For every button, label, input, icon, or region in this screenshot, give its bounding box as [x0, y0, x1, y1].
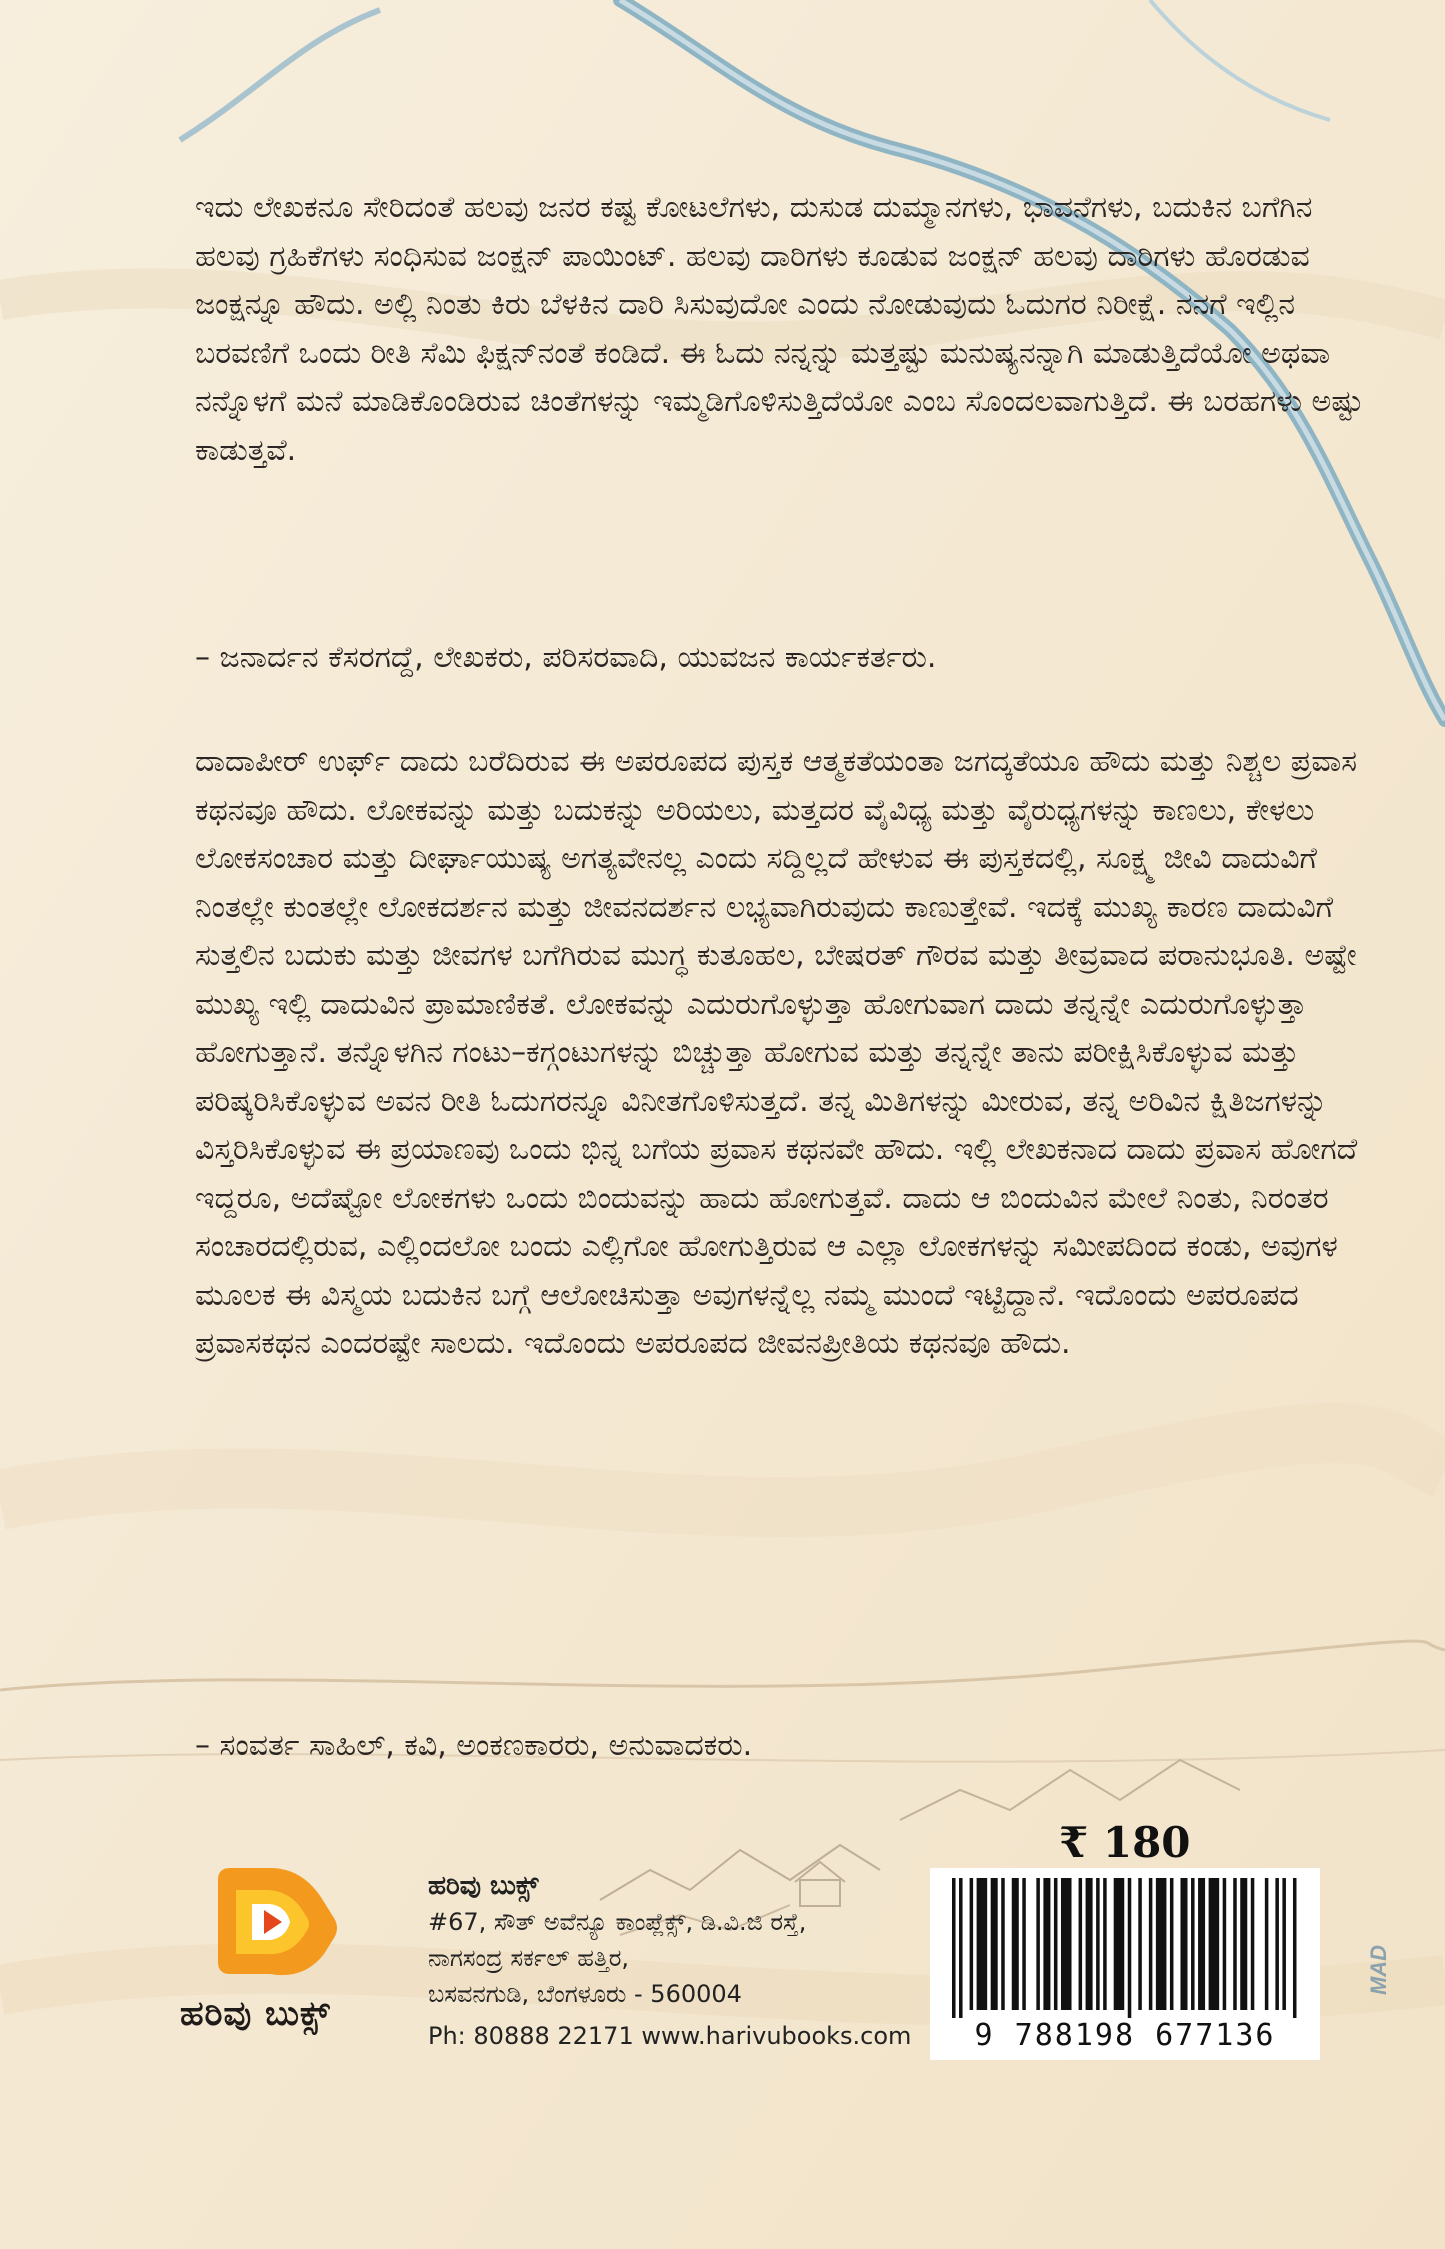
- barcode-bar: [1240, 1878, 1247, 2010]
- barcode-bar: [1103, 1878, 1107, 2010]
- barcode-bar: [1149, 1878, 1153, 2010]
- barcode-bar: [1275, 1878, 1279, 2010]
- price-label: ₹ 180: [1059, 1818, 1191, 1867]
- publisher-address-line-3: ಬಸವನಗುಡಿ, ಬೆಂಗಳೂರು - 560004: [428, 1980, 742, 2008]
- barcode-bar: [1223, 1878, 1227, 2010]
- publisher-name: ಹರಿವು ಬುಕ್ಸ್: [428, 1871, 539, 1901]
- barcode-bar: [952, 1878, 956, 2018]
- barcode-bar: [1054, 1878, 1058, 2010]
- barcode-bar: [1233, 1878, 1237, 2010]
- blurb-paragraph-2: ದಾದಾಪೀರ್ ಉರ್ಫ್ ದಾದು ಬರೆದಿರುವ ಈ ಅಪರೂಪದ ಪುಸ್ತಕ ಆತ್ಮಕತೆಯಂತಾ ಜಗದ್ಕತೆಯೂ ಹೌದು ಮತ್ತು ನಿಶ್ಚಲ ಪ್ರವಾಸ ಕಥನವೂ ಹೌದು. ಲೋಕವನ್ನು ಮತ್ತು ಬದುಕನ್ನು ಅರಿಯಲು, ಮತ್ತದರ ವೈವಿಧ್ಯ ಮತ್ತು ವೈರುಧ್ಯಗಳನ್ನು ಕಾಣಲು, ಕೇಳಲು ಲೋಕಸಂಚಾರ ಮತ್ತು ದೀರ್ಘಾಯುಷ್ಯ ಅಗತ್ಯವೇನಲ್ಲ ಎಂದು ಸದ್ದಿಲ್ಲದೆ ಹೇಳುವ ಈ ಪುಸ್ತಕದಲ್ಲಿ, ಸೂಕ್ಷ್ಮ ಜೀವಿ ದಾದುವಿಗೆ ನಿಂತಲ್ಲೇ ಕುಂತಲ್ಲೇ ಲೋಕದರ್ಶನ ಮತ್ತು ಜೀವನದರ್ಶನ ಲಭ್ಯವಾಗಿರುವುದು ಕಾಣುತ್ತೇವೆ. ಇದಕ್ಕೆ ಮುಖ್ಯ ಕಾರಣ ದಾದುವಿಗೆ ಸುತ್ತಲಿನ ಬದುಕು ಮತ್ತು ಜೀವಗಳ ಬಗೆಗಿರುವ ಮುಗ್ಧ ಕುತೂಹಲ, ಬೇಷರತ್ ಗೌರವ ಮತ್ತು ತೀವ್ರವಾದ ಪರಾನುಭೂತಿ. ಅಷ್ಟೇ ಮುಖ್ಯ ಇಲ್ಲಿ ದಾದುವಿನ ಪ್ರಾಮಾಣಿಕತೆ. ಲೋಕವನ್ನು ಎದುರುಗೊಳ್ಳುತ್ತಾ ಹೋಗುವಾಗ ದಾದು ತನ್ನನ್ನೇ ಎದುರುಗೊಳ್ಳುತ್ತಾ ಹೋಗುತ್ತಾನೆ. ತನ್ನೊಳಗಿನ ಗಂಟು–ಕಗ್ಗಂಟುಗಳನ್ನು ಬಿಚ್ಚುತ್ತಾ ಹೋಗುವ ಮತ್ತು ತನ್ನನ್ನೇ ತಾನು ಪರೀಕ್ಷಿಸಿಕೊಳ್ಳುವ ಮತ್ತು ಪರಿಷ್ಕರಿಸಿಕೊಳ್ಳುವ ಅವನ ರೀತಿ ಓದುಗರನ್ನೂ ವಿನೀತಗೊಳಿಸುತ್ತದೆ. ತನ್ನ ಮಿತಿಗಳನ್ನು ಮೀರುವ, ತನ್ನ ಅರಿವಿನ ಕ್ಷಿತಿಜಗಳನ್ನು ವಿಸ್ತರಿಸಿಕೊಳ್ಳುವ ಈ ಪ್ರಯಾಣವು ಒಂದು ಭಿನ್ನ ಬಗೆಯ ಪ್ರವಾಸ ಕಥನವೇ ಹೌದು. ಇಲ್ಲಿ ಲೇಖಕನಾದ ದಾದು ಪ್ರವಾಸ ಹೋಗದೆ ಇದ್ದರೂ, ಅದೆಷ್ಟೋ ಲೋಕಗಳು ಒಂದು ಬಿಂದುವನ್ನು ಹಾದು ಹೋಗುತ್ತವೆ. ದಾದು ಆ ಬಿಂದುವಿನ ಮೇಲೆ ನಿಂತು, ನಿರಂತರ ಸಂಚಾರದಲ್ಲಿರುವ, ಎಲ್ಲಿಂದಲೋ ಬಂದು ಎಲ್ಲಿಗೋ ಹೋಗುತ್ತಿರುವ ಆ ಎಲ್ಲಾ ಲೋಕಗಳನ್ನು ಸಮೀಪದಿಂದ ಕಂಡು, ಅವುಗಳ ಮೂಲಕ ಈ ವಿಸ್ಮಯ ಬದುಕಿನ ಬಗ್ಗೆ ಆಲೋಚಿಸುತ್ತಾ ಅವುಗಳನ್ನೆಲ್ಲ ನಮ್ಮ ಮುಂದೆ ಇಟ್ಟಿದ್ದಾನೆ. ಇದೊಂದು ಅಪರೂಪದ ಪ್ರವಾಸಕಥನ ಎಂದರಷ್ಟೇ ಸಾಲದು. ಇದೊಂದು ಅಪರೂಪದ ಜೀವನಪ್ರೀತಿಯ ಕಥನವೂ ಹೌದು.: [195, 744, 1358, 1361]
- publisher-address-line-1: #67, ಸೌತ್ ಅವೆನ್ಯೂ ಕಾಂಪ್ಲೆಕ್ಸ್, ಡಿ.ವಿ.ಜಿ ರಸ್ತೆ,: [428, 1908, 807, 1936]
- barcode-bar: [1138, 1878, 1142, 2010]
- barcode-bar: [977, 1878, 988, 2010]
- barcode-bar: [1012, 1878, 1019, 2010]
- blurb-paragraph-1: ಇದು ಲೇಖಕನೂ ಸೇರಿದಂತೆ ಹಲವು ಜನರ ಕಷ್ಟ ಕೋಟಲೆಗಳು, ದುಸುಡ ದುಮ್ಮಾನಗಳು, ಭಾವನೆಗಳು, ಬದುಕಿನ ಬಗೆಗಿನ ಹಲವು ಗ್ರಹಿಕೆಗಳು ಸಂಧಿಸುವ ಜಂಕ್ಷನ್ ಪಾಯಿಂಟ್. ಹಲವು ದಾರಿಗಳು ಕೂಡುವ ಜಂಕ್ಷನ್ ಹಲವು ದಾರಿಗಳು ಹೊರಡುವ ಜಂಕ್ಷನ್ನೂ ಹೌದು. ಅಲ್ಲಿ ನಿಂತು ಕಿರು ಬೆಳಕಿನ ದಾರಿ ಸಿಸುವುದೋ ಎಂದು ನೋಡುವುದು ಓದುಗರ ನಿರೀಕ್ಷೆ. ನನಗೆ ಇಲ್ಲಿನ ಬರವಣಿಗೆ ಒಂದು ರೀತಿ ಸೆಮಿ ಫಿಕ್ಷನ್‌ನಂತೆ ಕಂಡಿದೆ. ಈ ಓದು ನನ್ನನ್ನು ಮತ್ತಷ್ಟು ಮನುಷ್ಯನನ್ನಾಗಿ ಮಾಡುತ್ತಿದೆಯೋ ಅಥವಾ ನನ್ನೊಳಗೆ ಮನೆ ಮಾಡಿಕೊಂಡಿರುವ ಚಿಂತೆಗಳನ್ನು ಇಮ್ಮಡಿಗೊಳಿಸುತ್ತಿದೆಯೋ ಎಂಬ ಸೊಂದಲವಾಗುತ್ತಿದೆ. ಈ ಬರಹಗಳು ಅಷ್ಟು ಕಾಡುತ್ತವೆ.: [195, 190, 1364, 468]
- publisher-logo-icon: [208, 1862, 346, 1980]
- barcode-bar: [1043, 1878, 1050, 2010]
- barcode-bar: [1198, 1878, 1205, 2010]
- barcode-bar: [1156, 1878, 1167, 2010]
- publisher-contact: Ph: 80888 22171 www.harivubooks.com: [428, 2022, 912, 2050]
- barcode-bar: [1128, 1878, 1132, 2018]
- barcode-bar: [1096, 1878, 1100, 2010]
- barcode-bar: [959, 1878, 963, 2018]
- barcode-bar: [1036, 1878, 1040, 2010]
- barcode-bar: [1079, 1878, 1083, 2010]
- publisher-logo-text: ಹರಿವು ಬುಕ್ಸ್: [180, 1994, 331, 2034]
- barcode-bar: [991, 1878, 998, 2010]
- barcode-bar: [1170, 1878, 1174, 2010]
- printer-mark-text: MAD: [1365, 1944, 1391, 1996]
- publisher-address-line-2: ನಾಗಸಂದ್ರ ಸರ್ಕಲ್ ಹತ್ತಿರ,: [428, 1944, 630, 1972]
- printer-mark: [1360, 1930, 1400, 2010]
- barcode-bar: [1061, 1878, 1072, 2010]
- blurb-credit-2: – ಸಂವರ್ತ ಸಾಹಿಲ್, ಕವಿ, ಅಂಕಣಕಾರರು, ಅನುವಾದಕರು.: [195, 1728, 753, 1763]
- barcode-bar: [1180, 1878, 1187, 2010]
- barcode-bar: [1265, 1878, 1269, 2010]
- blurb-credit-1: – ಜನಾರ್ದನ ಕೆಸರಗದ್ದೆ, ಲೇಖಕರು, ಪರಿಸರವಾದಿ, ಯುವಜನ ಕಾರ್ಯಕರ್ತರು.: [195, 640, 937, 675]
- barcode-bar: [1293, 1878, 1297, 2018]
- barcode-bar: [1001, 1878, 1005, 2010]
- barcode-bar: [1114, 1878, 1125, 2010]
- barcode-bar: [1282, 1878, 1286, 2010]
- barcode-bar: [970, 1878, 974, 2010]
- isbn-barcode: [930, 1868, 1320, 2060]
- barcode-bar: [1251, 1878, 1255, 2010]
- publisher-info: [428, 1868, 911, 2054]
- isbn-number: 9 788198 677136: [974, 2018, 1276, 2053]
- barcode-bar: [1022, 1878, 1026, 2010]
- barcode-bar: [1209, 1878, 1220, 2010]
- barcode-bar: [1086, 1878, 1093, 2010]
- barcode-bar: [1191, 1878, 1195, 2010]
- barcode-icon: [952, 1878, 1300, 2018]
